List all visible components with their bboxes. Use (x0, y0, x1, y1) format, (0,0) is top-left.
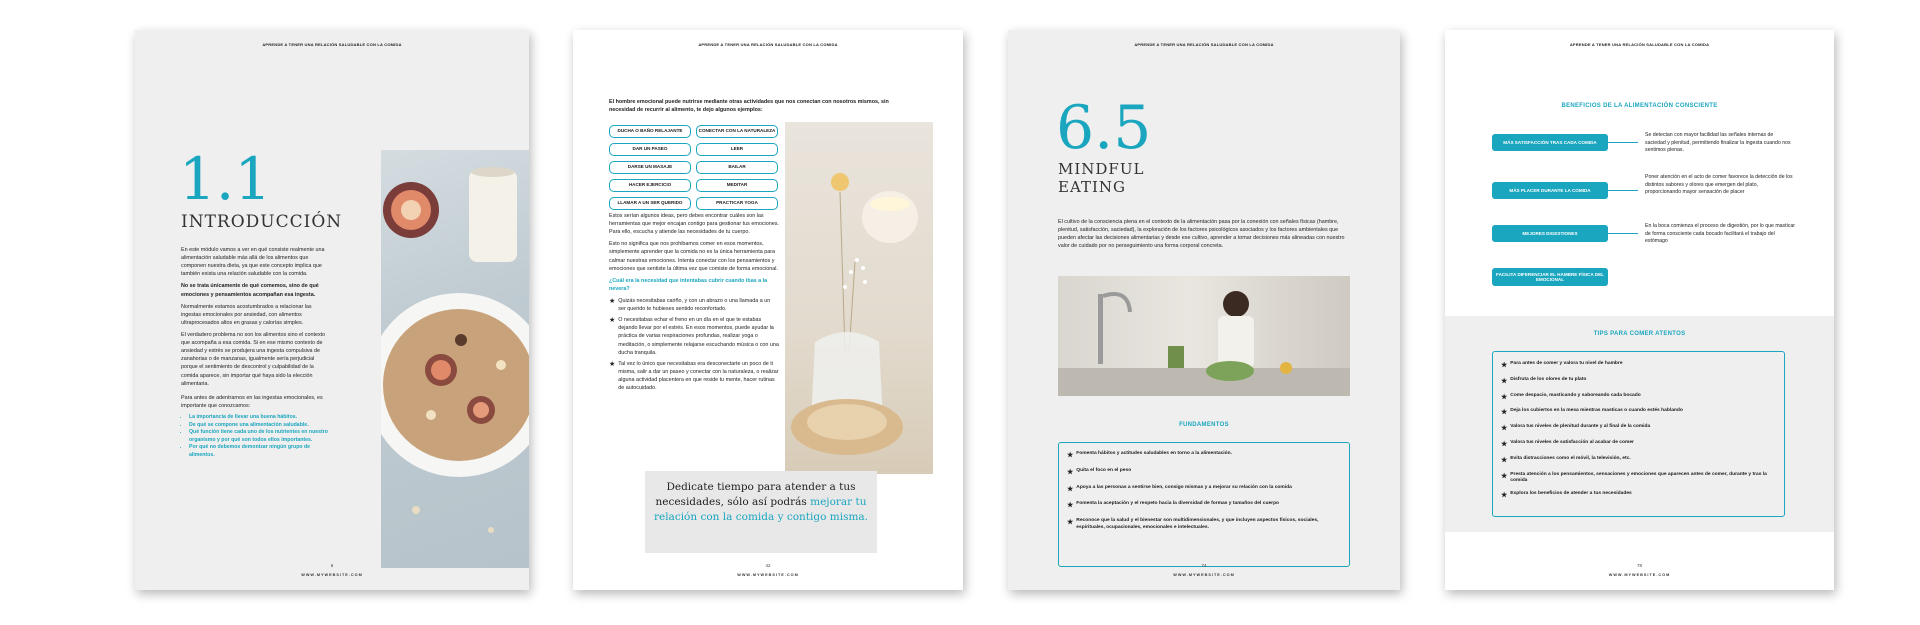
activity-pill: BAILAR (696, 161, 778, 174)
topic-item: • La importancia de llevar una buena hábitos. (189, 414, 328, 422)
fundamento-item: ★ Reconoce que la salud y el bienestar son multidimensionales, y que incluyen aspectos físicos, sociales, espirituales, ocupacionales, emocionales e intelectuales. (1067, 518, 1319, 531)
fundamento-item: ★ Apoya a las personas a sentirse bien, consigo mismas y a mejorar su relación con la comida (1067, 484, 1292, 493)
star-icon: ★ (1067, 502, 1074, 510)
star-icon: ★ (1067, 452, 1074, 459)
intro-paragraph: Para antes de adentrarnos en las ingestas emocionales, es importante que conozcamos: (181, 394, 323, 409)
star-icon: ★ (1501, 362, 1508, 369)
page-mindful-eating (1008, 30, 1400, 590)
star-icon: ★ (1067, 519, 1074, 527)
flowers-illustration (785, 122, 933, 474)
fundamento-item: ★ Quita el foco en el peso (1067, 467, 1132, 476)
intro-body (181, 246, 328, 459)
tip-item: ★ Para antes de comer y valora tu nivel de hambre (1501, 361, 1623, 369)
benefit-label: FACILITA DIFERENCIAR EL HAMBRE FÍSICA DEL EMOCIONAL (1492, 268, 1608, 286)
star-icon: ★ (1501, 472, 1508, 480)
benefit-label: MEJORES DIGESTIONES (1492, 225, 1608, 242)
activity-pill: PRACTICAR YOGA (696, 197, 778, 210)
star-icon: ★ (1501, 393, 1508, 401)
star-icon: ★ (1501, 456, 1508, 464)
granola-photo (381, 150, 529, 568)
website-footer: WWW.MYWEBSITE.COM (1173, 573, 1235, 577)
star-icon: ★ (1501, 409, 1508, 417)
star-icon: ★ (1501, 492, 1508, 500)
activity-pill: LLAMAR A UN SER QUERIDO (609, 197, 691, 210)
intro-paragraph: En este módulo vamos a ver en qué consiste realmente una alimentación saludable más allá de los alimentos que componen nuestra dieta, ya que este concepto implica que también exista una relación saludable con la comida. (181, 247, 325, 278)
connector-line (1608, 233, 1638, 234)
star-icon: ★ (1501, 425, 1508, 433)
activities-intro: El hombre emocional puede nutrirse mediante otras actividades que nos conectan con nosotros mismos, sin necesidad de recurrir al alimento, te dejo algunos ejemplos: (609, 99, 889, 114)
benefit-text: En la boca comienza el proceso de digestión, por lo que masticar de forma consciente cada bocado facilitará el trabajo del estómago (1645, 223, 1795, 245)
intro-paragraph: El verdadero problema no son los alimentos sino el contexto que acompaña a esa comida. Si en ese mismo contexto de ansiedad y estrés se produjera una ingesta compulsiva de zanahorias o de manzanas, igualmente sería perjudicial porque el sentimiento de descontrol y culpabilidad de la comida aparece, sin importar qué haya sido la elección alimentaria. (181, 331, 326, 387)
running-header: APRENDE A TENER UNA RELACIÓN SALUDABLE CON LA COMIDA (1569, 42, 1710, 47)
activity-pill: HACER EJERCICIO (609, 179, 691, 192)
section-title: BENEFICIOS DE LA ALIMENTACIÓN CONSCIENTE (1561, 103, 1718, 109)
page-number: 74 (1201, 563, 1207, 568)
star-icon: ★ (609, 297, 616, 305)
quote-text: Dedicate tiempo para atender a tus necesidades, sólo así podrás (655, 481, 856, 509)
quote-highlight: mejorar tu relación con la comida y contigo misma. (653, 496, 869, 524)
running-header: APRENDE A TENER UNA RELACIÓN SALUDABLE CON LA COMIDA (262, 42, 402, 47)
page-beneficios (1445, 30, 1834, 590)
chapter-number: 1.1 (179, 145, 272, 213)
chapter-number: 6.5 (1056, 93, 1152, 163)
tip-item: ★ Explora los beneficios de atender a tus necesidades (1501, 491, 1632, 500)
title-line: MINDFUL (1058, 160, 1145, 178)
mindful-paragraph: El cultivo de la consciencia plena en el contexto de la alimentación pasa por la conexión con señales físicas (hambre, plenitud, satisfacción, saciedad), la exploración de los factores psicológicos asociados y los factores ambientales que pueden afectar las decisiones alimentarias y desde ese cultivo, aprender a tomar decisiones más alineadas con nuestro valor de cuidado por no perseguimiento una forma corporal concreta. (1058, 219, 1345, 250)
star-icon: ★ (1067, 468, 1074, 476)
activity-pill: LEER (696, 143, 778, 156)
tip-item: ★ Evita distracciones como el móvil, la televisión, etc. (1501, 455, 1631, 464)
benefit-text: Se detectan con mayor facilidad las señales internas de saciedad y plenitud, permitiendo finalizar la ingesta cuando nos sentimos plenas. (1645, 132, 1791, 154)
star-icon: ★ (609, 317, 616, 325)
activity-pill: DARSE UN MASAJE (609, 161, 691, 174)
page2-body (609, 212, 779, 392)
tip-item: ★ Presta atención a los pensamientos, sensaciones y emociones que aparecen antes de comer, durante y tras la comida (1501, 471, 1767, 484)
benefit-label: MÁS PLACER DURANTE LA COMIDA (1492, 182, 1608, 199)
page-number: 42 (765, 563, 771, 568)
section-title: TIPS PARA COMER ATENTOS (1593, 331, 1686, 337)
kitchen-photo (1058, 276, 1350, 396)
star-icon: ★ (1501, 440, 1508, 448)
bullet-text: Tal vez lo único que necesitabas era desconectarte un poco de ti misma, salir a dar un paseo y conectar con la naturaleza, o realizar alguna actividad placentera en que reside tu mente, hacer rutinas de autocuidado. (618, 360, 779, 392)
star-icon: ★ (1067, 485, 1074, 493)
activities-grid (609, 125, 778, 210)
star-icon: ★ (1501, 377, 1508, 385)
section-title: FUNDAMENTOS (1179, 422, 1229, 428)
website-footer: WWW.MYWEBSITE.COM (301, 573, 363, 577)
fundamento-item: ★ Fomenta hábitos y actitudes saludables en torno a la alimentación. (1067, 451, 1233, 459)
body-paragraph: Esto no significa que nos prohibamos comer en esos momentos, simplemente aprender que la comida no es la única herramienta para calmar nuestras emociones. Intenta conectar con los pensamientos y emociones que sentiste la última vez que comiste de forma emocional. (609, 241, 778, 272)
flowers-photo (785, 122, 933, 474)
fundamentos-box (1058, 442, 1350, 567)
tip-item: ★ Valora tus niveles de satisfacción al acabar de comer (1501, 439, 1634, 448)
activity-pill: MEDITAR (696, 179, 778, 192)
body-paragraph: Estos serían algunos ideas, pero debes encontrar cuáles son las herramientas que mejor encajan contigo para gestionar tus emociones. Para ello, escucha y atiende las necesidades de tu cuerpo. (609, 213, 779, 236)
benefit-text: Poner atención en el acto de comer favorece la detección de los distintos sabores y olores que emergen del plato, proporcionando mayor sensación de placer (1645, 174, 1793, 196)
star-icon: ★ (609, 360, 616, 368)
tip-item: ★ Valora tus niveles de plenitud durante y al final de la comida (1501, 424, 1651, 433)
page-introduccion (135, 30, 529, 590)
running-header: APRENDE A TENER UNA RELACIÓN SALUDABLE CON LA COMIDA (1134, 42, 1274, 47)
page-actividades (573, 30, 963, 590)
chapter-title (1058, 160, 1144, 196)
topic-item: • Por qué no debemos demonizar ningún grupo de alimentos. (189, 444, 328, 459)
connector-line (1608, 142, 1638, 143)
kitchen-illustration (1058, 276, 1350, 396)
chapter-title: INTRODUCCIÓN (181, 212, 343, 232)
title-line: EATING (1058, 178, 1126, 196)
topics-list (181, 414, 328, 459)
website-footer: WWW.MYWEBSITE.COM (1608, 573, 1671, 577)
tips-box (1492, 351, 1785, 517)
tip-item: ★ Disfruta de los olores de tu plato (1501, 376, 1587, 385)
intro-paragraph: Normalmente estamos acostumbrados a relacionar las ingestas emocionales por ansiedad, con alimentos ultraprocesados altos en grasas y calorías simples. (181, 303, 312, 326)
running-header: APRENDE A TENER UNA RELACIÓN SALUDABLE CON LA COMIDA (698, 42, 838, 47)
bullet-text: Quizás necesitabas cariño, y con un abrazo o una llamada a un ser querido te hubieses sentido reconfortado. (618, 297, 771, 313)
activity-pill: CONECTAR CON LA NATURALEZA (696, 125, 778, 138)
granola-illustration (381, 150, 529, 568)
quote-box (645, 471, 877, 553)
intro-emphasis: No se trata únicamente de qué comemos, sino de qué emociones y pensamientos acompañan esa ingesta. (181, 283, 319, 298)
bullet-text: O necesitabas echar el freno en un día en el que te estabas dejando llevar por el estrés. En esos momentos, puede ayudar la práctica de varias respiraciones profundas, realizar yoga o meditación, o simplemente relajarse escuchando música o con una ducha tranquila. (618, 317, 779, 356)
tip-item: ★ Deja los cubiertos en la mesa mientras masticas o cuando estés hablando (1501, 408, 1683, 417)
fundamento-item: ★ Fomenta la aceptación y el respeto hacia la diversidad de formas y tamaños del cuerpo (1067, 501, 1280, 510)
page-number: 78 (1636, 563, 1642, 568)
activity-pill: DUCHA O BAÑO RELAJANTE (609, 125, 691, 138)
topic-item: • De qué se compone una alimentación saludable. (189, 422, 328, 430)
activity-pill: DAR UN PASEO (609, 143, 691, 156)
tip-item: ★ Come despacio, masticando y saboreando cada bocado (1501, 392, 1641, 401)
page-number: 6 (330, 563, 334, 568)
question-text: ¿Cuál era la necesidad que intentabas cubrir cuando ibas a la nevera? (609, 277, 768, 292)
connector-line (1608, 190, 1638, 191)
website-footer: WWW.MYWEBSITE.COM (737, 573, 799, 577)
topic-item: • Qué función tiene cada uno de los nutrientes en nuestro organismo y por qué son todos ellos importantes. (189, 429, 328, 444)
benefit-label: MÁS SATISFACCIÓN TRAS CADA COMIDA (1492, 134, 1608, 151)
